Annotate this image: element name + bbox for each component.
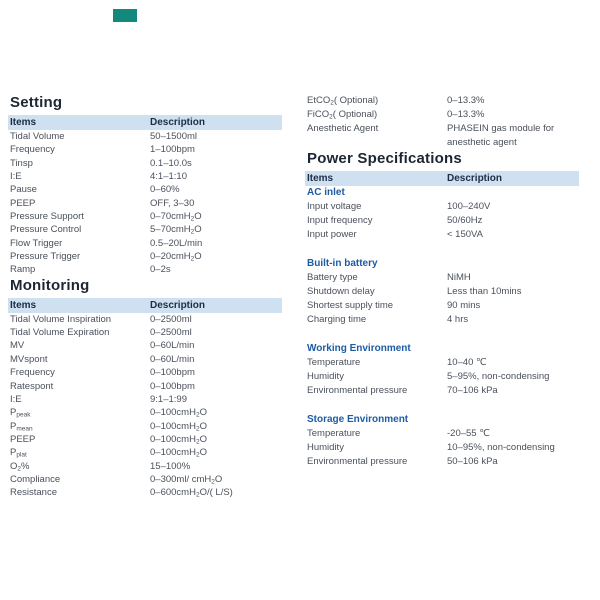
item-cell: I:E: [10, 171, 22, 183]
column-header-items: Items: [307, 173, 334, 184]
description-cell: 5–95%, non-condensing: [447, 371, 550, 382]
description-cell: 10–95%, non-condensing: [447, 442, 555, 453]
item-cell: Environmental pressure: [307, 385, 408, 396]
item-cell: Pressure Support: [10, 211, 84, 223]
table-row: [8, 486, 282, 499]
description-cell: 15–100%: [150, 460, 191, 472]
description-cell: 0–100cmH$_2$O: [150, 407, 207, 419]
item-cell: Shortest supply time: [307, 300, 394, 311]
item-cell: Charging time: [307, 314, 367, 325]
item-cell: Pressure Trigger: [10, 251, 81, 263]
item-cell: Input frequency: [307, 215, 373, 226]
item-cell: $O_2\%$: [10, 460, 30, 473]
description-cell: 0–100bpm: [150, 380, 195, 392]
description-cell: 50/60Hz: [447, 215, 483, 226]
item-cell: $P_{plat}$: [10, 447, 27, 459]
item-cell: $P_{mean}$: [10, 420, 33, 433]
spec-group-title: AC inlet: [307, 187, 345, 198]
table-row: [305, 384, 579, 398]
item-cell: Temperature: [307, 357, 361, 368]
item-cell: Shutdown delay: [307, 286, 375, 297]
table-row: [8, 263, 282, 276]
description-cell: 0–60L/min: [150, 340, 195, 352]
description-cell: 9:1–1:99: [150, 393, 187, 405]
table-row: [8, 380, 282, 393]
table-row: [305, 427, 579, 441]
table-row: [8, 339, 282, 352]
column-header-description: Description: [447, 173, 503, 184]
item-cell: PEEP: [10, 197, 36, 209]
description-cell: 0–2500ml: [150, 327, 192, 339]
table-row: [8, 143, 282, 156]
description-cell: 100–240V: [447, 201, 491, 212]
description-cell: 4:1–1:10: [150, 171, 187, 183]
description-cell: 0–600cmH$_2$O/( L/S): [150, 487, 233, 499]
section-title-power-specifications: Power Specifications: [307, 150, 462, 167]
table-row: [305, 108, 579, 122]
table-row: [8, 460, 282, 473]
monitoring-table-body: [8, 313, 282, 500]
item-cell: Frequency: [10, 367, 55, 379]
table-row: [8, 433, 282, 446]
description-cell: 50–106 kPa: [447, 456, 498, 467]
item-cell: MV: [10, 340, 25, 352]
table-row: [8, 223, 282, 236]
table-row: [8, 157, 282, 170]
item-cell: FiCO$_2$( Optional): [307, 109, 378, 121]
table-row: [305, 285, 579, 299]
column-header-description: Description: [150, 299, 206, 311]
description-cell: 0–2500ml: [150, 313, 192, 325]
description-cell: 0–60%: [150, 184, 180, 196]
item-cell: Pause: [10, 184, 37, 196]
spec-group: [305, 342, 579, 398]
item-cell: PEEP: [10, 433, 36, 445]
description-cell: 90 mins: [447, 300, 481, 311]
item-cell: MVspont: [10, 353, 48, 365]
item-cell: Anesthetic Agent: [307, 123, 379, 134]
table-row: [305, 441, 579, 455]
table-row: [305, 356, 579, 370]
table-row: [305, 94, 579, 108]
description-cell: 0–100cmH$_2$O: [150, 447, 207, 459]
description-cell: 5–70cmH$_2$O: [150, 224, 202, 236]
table-row: [8, 183, 282, 196]
brand-logo-mark: [113, 9, 137, 22]
table-row: [8, 210, 282, 223]
column-header-items: Items: [10, 299, 37, 311]
description-cell: 0–70cmH$_2$O: [150, 211, 202, 223]
spec-group-title: Working Environment: [307, 343, 411, 354]
table-row: [8, 420, 282, 433]
monitoring-table-header: [8, 298, 282, 313]
description-cell: 0–100cmH$_2$O: [150, 420, 207, 433]
spec-group-title: Built-in battery: [307, 258, 378, 269]
spec-group: [305, 186, 579, 242]
item-cell: Ratespont: [10, 380, 54, 392]
table-row: [305, 455, 579, 469]
gas-module-continued-table-body: [305, 94, 579, 150]
table-row: [8, 326, 282, 339]
spec-group-title: Storage Environment: [307, 414, 409, 425]
table-row: [8, 393, 282, 406]
description-cell: 4 hrs: [447, 314, 469, 325]
description-cell: 0–300ml/ cmH$_2$O: [150, 473, 223, 486]
item-cell: Tinsp: [10, 157, 33, 169]
item-cell: Resistance: [10, 487, 57, 499]
item-cell: EtCO$_2$( Optional): [307, 95, 379, 107]
item-cell: Humidity: [307, 442, 344, 453]
description-cell: 1–100bpm: [150, 144, 195, 156]
description-cell: < 150VA: [447, 229, 484, 240]
left-column: [8, 94, 282, 500]
item-cell: Tidal Volume Inspiration: [10, 313, 112, 325]
item-cell: Battery type: [307, 272, 358, 283]
table-row: [8, 366, 282, 379]
table-row: [8, 406, 282, 419]
description-cell: 0–60L/min: [150, 353, 195, 365]
section-title-setting: Setting: [10, 94, 63, 111]
description-cell: 50–1500ml: [150, 131, 198, 142]
item-cell: Input voltage: [307, 201, 362, 212]
column-header-items: Items: [10, 117, 37, 128]
table-row: [8, 170, 282, 183]
description-cell: 0–13.3%: [447, 109, 485, 120]
item-cell: Temperature: [307, 428, 361, 439]
item-cell: $P_{peak}$: [10, 407, 31, 419]
table-row: [8, 130, 282, 143]
description-cell: 70–106 kPa: [447, 385, 498, 396]
item-cell: Environmental pressure: [307, 456, 408, 467]
description-cell: PHASEIN gas module for anesthetic agent: [447, 123, 555, 148]
table-row: [305, 214, 579, 228]
description-cell: 0.1–10.0s: [150, 157, 192, 169]
table-row: [8, 473, 282, 486]
description-cell: Less than 10mins: [447, 286, 522, 297]
table-row: [305, 370, 579, 384]
table-row: [305, 228, 579, 242]
item-cell: Input power: [307, 229, 357, 240]
description-cell: OFF, 3–30: [150, 197, 195, 209]
item-cell: Flow Trigger: [10, 237, 63, 249]
table-row: [305, 299, 579, 313]
description-cell: 0–100bpm: [150, 367, 195, 379]
setting-table-body: [8, 130, 282, 277]
description-cell: NiMH: [447, 272, 471, 283]
description-cell: -20–55 ℃: [447, 428, 490, 439]
item-cell: Tidal Volume Expiration: [10, 327, 110, 339]
power-table-header: [305, 171, 579, 186]
spec-group: [305, 413, 579, 469]
item-cell: I:E: [10, 393, 22, 405]
item-cell: Compliance: [10, 473, 61, 485]
description-cell: 0–20cmH$_2$O: [150, 251, 202, 263]
table-row: [8, 250, 282, 263]
description-cell: 0–2s: [150, 264, 171, 276]
item-cell: Pressure Control: [10, 224, 82, 236]
item-cell: Frequency: [10, 144, 55, 156]
section-title-monitoring: Monitoring: [10, 276, 90, 294]
item-cell: Humidity: [307, 371, 344, 382]
description-cell: 0–100cmH$_2$O: [150, 433, 207, 446]
right-column: [305, 94, 579, 469]
table-row: [305, 271, 579, 285]
table-row: [8, 446, 282, 459]
table-row: [305, 200, 579, 214]
table-row: [8, 237, 282, 250]
table-row: [8, 353, 282, 366]
description-cell: 0–13.3%: [447, 95, 485, 106]
table-row: [8, 197, 282, 210]
power-groups: [305, 186, 579, 469]
table-row: [305, 122, 579, 150]
table-row: [8, 313, 282, 326]
description-cell: 10–40 ℃: [447, 357, 487, 368]
column-header-description: Description: [150, 117, 206, 128]
item-cell: Ramp: [10, 264, 36, 276]
item-cell: Tidal Volume: [10, 131, 65, 142]
table-row: [305, 313, 579, 327]
setting-table-header: [8, 115, 282, 130]
description-cell: 0.5–20L/min: [150, 237, 203, 249]
spec-group: [305, 257, 579, 327]
